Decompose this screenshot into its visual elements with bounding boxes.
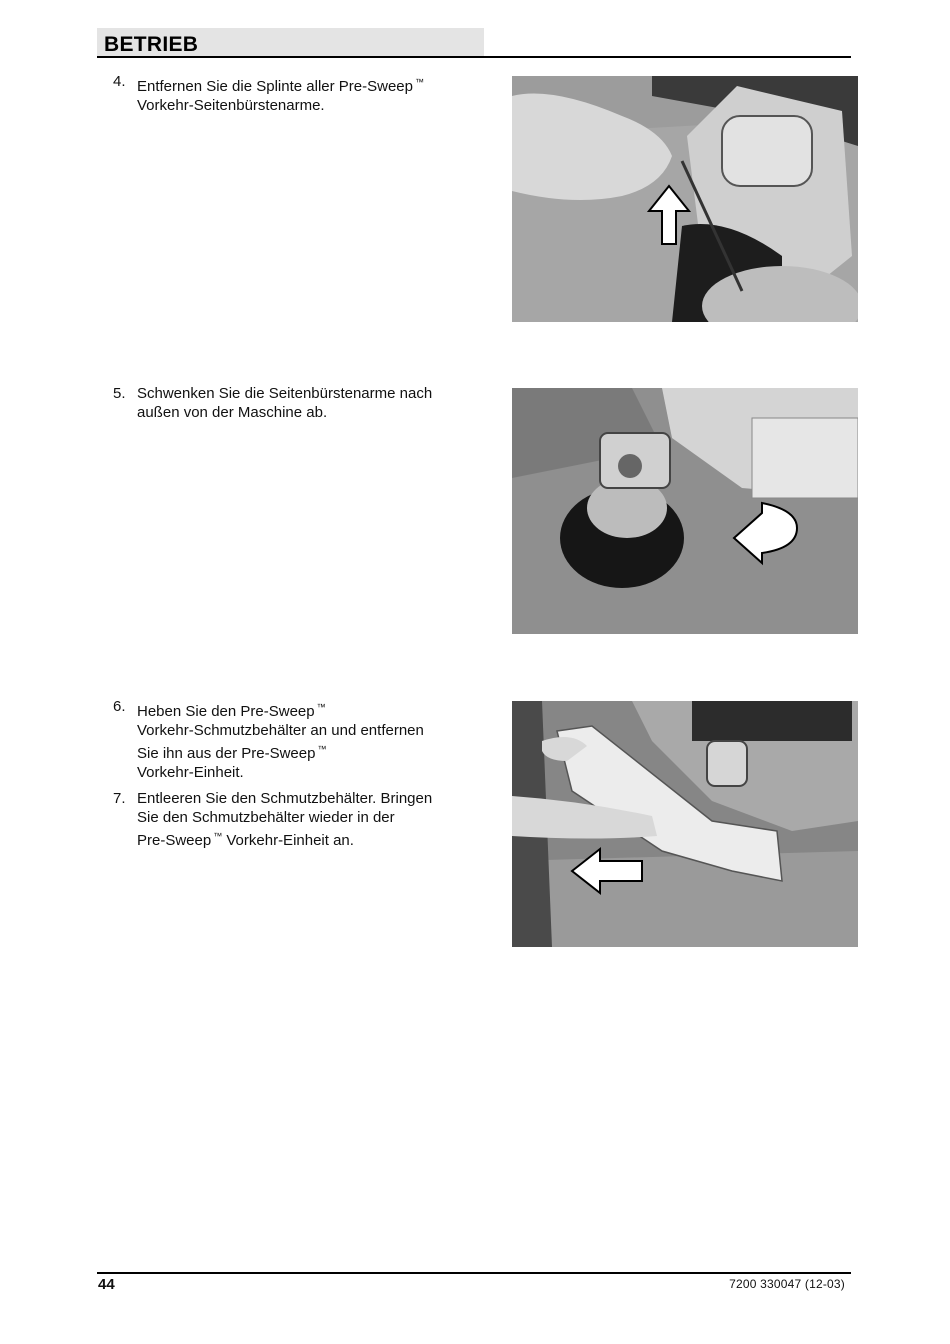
step-number: 7. <box>113 790 126 807</box>
trademark-symbol: ™ <box>415 77 424 87</box>
header-rule <box>97 56 851 58</box>
step-4 <box>110 73 470 115</box>
photo-swing-brush-arm-image <box>512 388 858 634</box>
step-number: 5. <box>113 385 126 402</box>
photo-remove-cotter-pin-image <box>512 76 858 322</box>
document-number: 7200 330047 (12-03) <box>729 1277 845 1291</box>
trademark-symbol: ™ <box>316 702 326 712</box>
step-text: Entleeren Sie den Schmutzbehälter. Bringen Sie den Schmutzbehälter wieder in der Pre-Sweep ™ Vorkehr-Einheit an. <box>137 790 433 849</box>
step-7 <box>110 790 470 851</box>
section-title: BETRIEB <box>104 33 199 56</box>
photo-swing-brush-arm <box>512 388 858 634</box>
step-text: Entfernen Sie die Splinte aller Pre-Sweep ™ Vorkehr-Seitenbürstenarme. <box>137 77 424 114</box>
photo-remove-hopper-image <box>512 701 858 947</box>
page-number: 44 <box>98 1276 115 1293</box>
step-5 <box>110 385 470 422</box>
trademark-symbol: ™ <box>213 831 223 841</box>
trademark-symbol: ™ <box>317 744 327 754</box>
step-6 <box>110 698 470 782</box>
step-text: Schwenken Sie die Seitenbürstenarme nach außen von der Maschine ab. <box>137 385 433 421</box>
step-text: Heben Sie den Pre-Sweep ™ Vorkehr-Schmutzbehälter an und entfernen Sie ihn aus der Pre-Sweep ™ Vorkehr-Einheit. <box>137 702 424 781</box>
photo-remove-hopper <box>512 701 858 947</box>
step-number: 6. <box>113 698 126 715</box>
step-number: 4. <box>113 73 126 90</box>
photo-remove-cotter-pin <box>512 76 858 322</box>
footer-rule <box>97 1272 851 1274</box>
